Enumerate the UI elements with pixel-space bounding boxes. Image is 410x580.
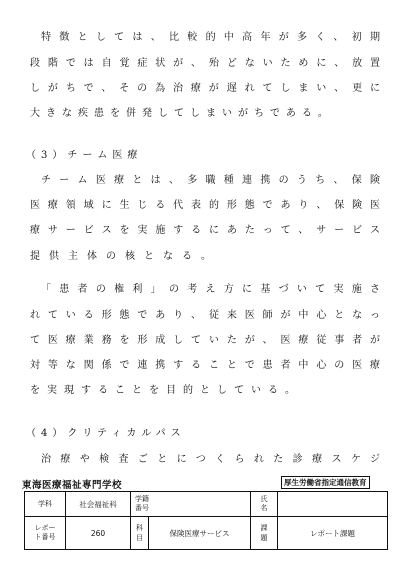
report-form (24, 491, 388, 550)
report-number-value: 260 (66, 517, 131, 550)
topic-label (251, 517, 278, 550)
department-value: 社会福祉科 (66, 492, 131, 517)
text-line: て医療業務を形成していたが、医療従事者が (30, 335, 380, 346)
section-heading-critical-path: （4）クリティカルパス (26, 428, 186, 439)
subject-value: 保険医療サービス (149, 517, 251, 550)
accreditation-badge: 厚生労働省指定通信教育 (281, 476, 370, 489)
subject-label-text: 科目 (136, 524, 143, 542)
text-line: 対等な関係で連携することで患者中心の医療 (30, 360, 380, 371)
student-number-cell (131, 492, 251, 517)
text-line: チーム医療とは、多職種連携のうち、保険 (41, 175, 380, 186)
name-label-text: 氏名 (260, 495, 268, 512)
school-name: 東海医療福祉専門学校 (22, 480, 123, 491)
name-value (278, 492, 388, 517)
text-line: 段階では自覚症状が、殆どないために、放置 (30, 58, 380, 69)
text-line: 療サービスを実施するにあたって、サービス (30, 225, 380, 236)
text-line: 治療や検査ごとにつくられた診療スケジ (41, 454, 380, 465)
name-label (251, 492, 278, 517)
text-line: 特徴としては、比較的中高年が多く、初期 (41, 32, 380, 43)
report-number-label-text: レポート番号 (34, 524, 56, 541)
section-heading-team: （3）チーム医療 (26, 150, 143, 161)
subject-label (131, 517, 149, 550)
topic-value: レポート課題 (278, 517, 388, 550)
text-line: 医療領域に生じる代表的形態であり、保険医 (30, 200, 380, 211)
department-label: 学科 (25, 492, 66, 517)
text-line: 大きな疾患を併発してしまいがちである。 (30, 108, 334, 119)
student-number-label: 学籍番号 (135, 495, 149, 512)
topic-label-text: 課題 (260, 524, 268, 542)
text-line: 提供主体の核となる。 (30, 251, 220, 262)
text-line: 「患者の権利」の考え方に基づいて実施さ (41, 284, 380, 295)
text-line: しがちで、その為治療が遅れてしまい、更に (30, 83, 380, 94)
report-number-label (25, 517, 66, 550)
text-line: れている形態であり、従来医師が中心となっ (30, 310, 380, 321)
text-line: を実現することを目的としている。 (30, 385, 302, 396)
